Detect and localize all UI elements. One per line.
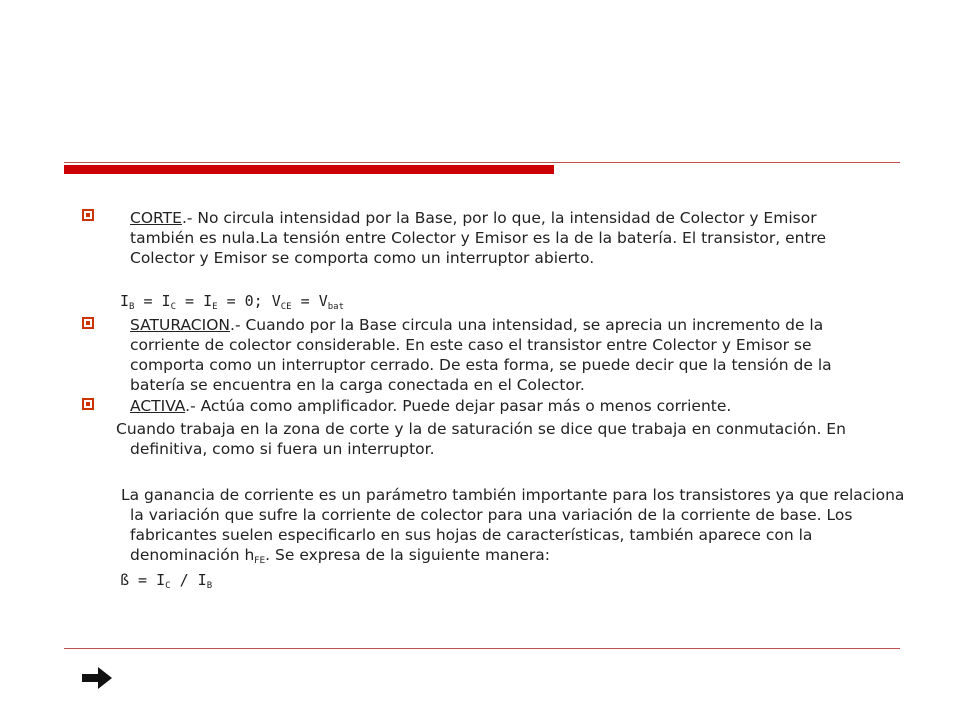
header-accent-bar [64, 165, 554, 174]
bullet-icon [82, 398, 94, 410]
bullet-item-saturacion [130, 315, 870, 395]
bullet-icon [82, 209, 94, 221]
term-corte: CORTE [130, 209, 182, 227]
bullet-item-activa [130, 396, 870, 416]
term-saturacion: SATURACION [130, 316, 231, 334]
conmutacion-paragraph: Cuando trabaja en la zona de corte y la de saturación se dice que trabaja en conmutación. En definitiva, como si fuera un interruptor. [116, 420, 846, 458]
ganancia-paragraph: La ganancia de corriente es un parámetro también importante para los transistores ya que relaciona la variación que sufre la corriente de colector para una variación de la corriente de base. Los fabricantes suelen especificarlo en sus hojas de características, también aparece con la denominación $h_{FE}$. Se expresa de la siguiente manera: [121, 486, 905, 566]
equation-currents: $I_B = I_C = I_E = 0$; $V_{CE} = V_{bat}$ [120, 292, 344, 312]
footer-rule [64, 648, 900, 649]
term-activa: ACTIVA [130, 397, 186, 415]
header-rule [64, 162, 900, 163]
equation-beta: ß = $I_C / I_B$ [120, 571, 213, 591]
bullet-item-corte [130, 208, 870, 268]
text-saturacion: .- Cuando por la Base circula una intensidad, se aprecia un incremento de la corriente de colector considerable. En este caso el transistor entre Colector y Emisor se comporta como un interruptor cerrado. De esta forma, se puede decir que la tensión de la batería se encuentra en la carga conectada en el Colector. [130, 316, 832, 394]
bullet-icon [82, 317, 94, 329]
text-corte: .- No circula intensidad por la Base, por lo que, la intensidad de Colector y Emisor también es nula.La tensión entre Colector y Emisor es la de la batería. El transistor, entre Colector y Emisor se comporta como un interruptor abierto. [130, 209, 827, 267]
right-arrow-icon[interactable] [80, 662, 114, 694]
text-activa: .- Actúa como amplificador. Puede dejar pasar más o menos corriente. [185, 397, 732, 415]
